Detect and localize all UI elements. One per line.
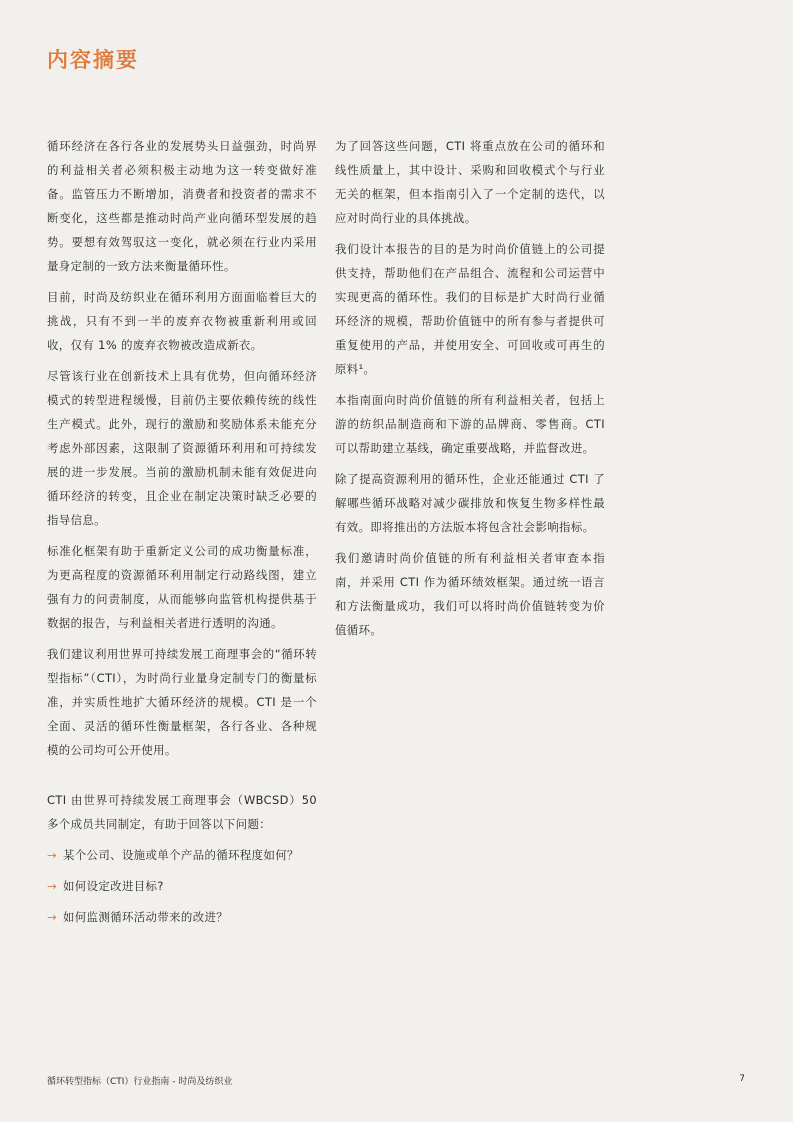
list-item — [47, 905, 317, 929]
paragraph: 为了回答这些问题，CTI 将重点放在公司的循环和线性质量上，其中设计、采购和回收模式个与行业无关的框架，但本指南引入了一个定制的迭代，以应对时尚行业的具体挑战。 — [335, 139, 605, 225]
paragraph: 尽管该行业在创新技术上具有优势，但向循环经济模式的转型进程缓慢，目前仍主要依赖传统的线性生产模式。此外，现行的激励和奖励体系未能充分考虑外部因素，这限制了资源循环利用和可持续发展的进一步发展。当前的激励机制未能有效促进向循环经济的转变，且企业在制定决策时缺乏必要的指导信息。 — [47, 369, 317, 527]
paragraph: 目前，时尚及纺织业在循环利用方面面临着巨大的挑战，只有不到一半的废弃衣物被重新利用或回收，仅有 1% 的废弃衣物被改造成新衣。 — [47, 290, 317, 352]
paragraph: 本指南面向时尚价值链的所有利益相关者，包括上游的纺织品制造商和下游的品牌商、零售商。CTI 可以帮助建立基线，确定重要战略，并监督改进。 — [335, 393, 605, 455]
arrow-right-icon: → — [47, 879, 57, 893]
paragraph: 我们邀请时尚价值链的所有利益相关者审查本指南，并采用 CTI 作为循环绩效框架。通过统一语言和方法衡量成功，我们可以将时尚价值链转变为价值循环。 — [335, 551, 605, 637]
footer-doc-title: 循环转型指标（CTI）行业指南 - 时尚及纺织业 — [47, 1077, 233, 1087]
page-number: 7 — [739, 1074, 745, 1084]
page-title: 内容摘要 — [47, 48, 139, 72]
list-item-text: 如何设定改进目标? — [63, 879, 164, 893]
question-list — [47, 843, 317, 929]
paragraph: CTI 由世界可持续发展工商理事会（WBCSD）50 多个成员共同制定，有助于回答以下问题： — [47, 793, 317, 831]
list-item-text: 如何监测循环活动带来的改进？ — [63, 910, 229, 924]
list-item — [47, 843, 317, 867]
paragraph: 除了提高资源利用的循环性，企业还能通过 CTI 了解哪些循环战略对减少碳排放和恢复生物多样性最有效。即将推出的方法版本将包含社会影响指标。 — [335, 472, 605, 534]
paragraph: 我们建议利用世界可持续发展工商理事会的“循环转型指标”（CTI），为时尚行业量身定制专门的衡量标准，并实质性地扩大循环经济的规模。CTI 是一个全面、灵活的循环性衡量框架，各行各业、各种规模的公司均可公开使用。 — [47, 647, 317, 757]
left-column — [47, 134, 317, 936]
paragraph: 标准化框架有助于重新定义公司的成功衡量标准，为更高程度的资源循环利用制定行动路线图，建立强有力的问责制度，从而能够向监管机构提供基于数据的报告，与利益相关者进行透明的沟通。 — [47, 544, 317, 630]
paragraph: 我们设计本报告的目的是为时尚价值链上的公司提供支持，帮助他们在产品组合、流程和公司运营中实现更高的循环性。我们的目标是扩大时尚行业循环经济的规模，帮助价值链中的所有参与者提供可重复使用的产品，并使用安全、可回收或可再生的原料¹。 — [335, 242, 605, 376]
arrow-right-icon: → — [47, 910, 57, 924]
list-item — [47, 874, 317, 898]
arrow-right-icon: → — [47, 848, 57, 862]
list-item-text: 某个公司、设施或单个产品的循环程度如何？ — [63, 848, 299, 862]
right-column — [335, 134, 605, 649]
paragraph: 循环经济在各行各业的发展势头日益强劲，时尚界的利益相关者必须积极主动地为这一转变做好准备。监管压力不断增加，消费者和投资者的需求不断变化，这些都是推动时尚产业向循环型发展的趋势。要想有效驾驭这一变化，就必须在行业内采用量身定制的一致方法来衡量循环性。 — [47, 139, 317, 273]
